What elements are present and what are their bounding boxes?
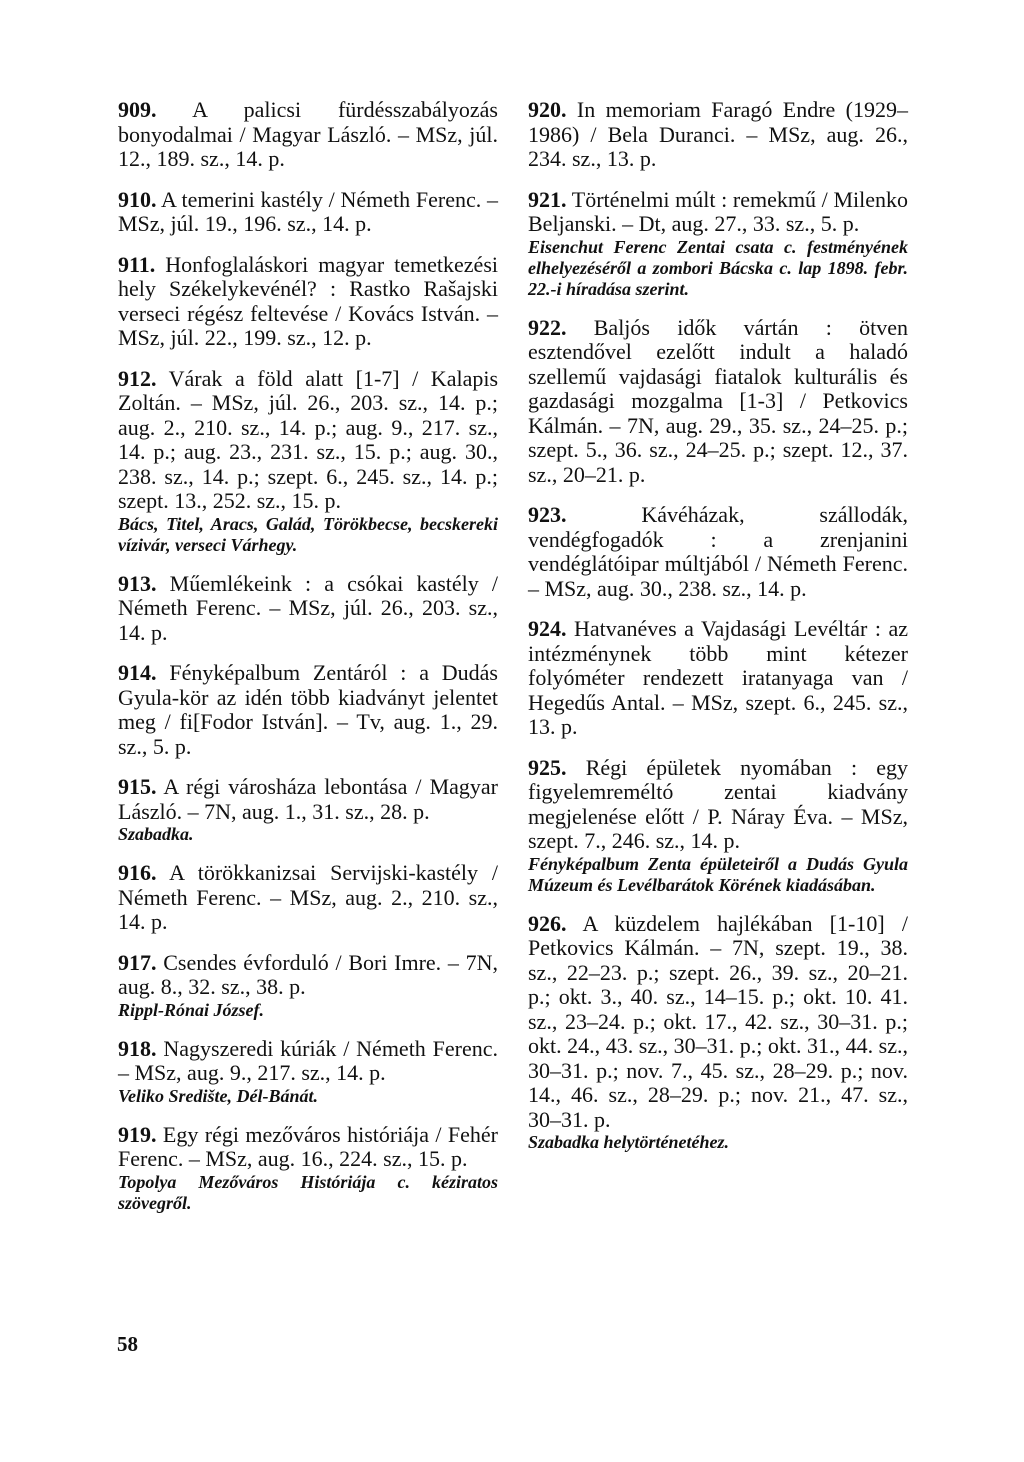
entry-text: Nagyszeredi kúriák / Németh Ferenc. – MSz, aug. 9., 217. sz., 14. p. — [118, 1035, 499, 1085]
entry-number: 910. — [118, 186, 157, 212]
entry-text: Műemlékeink : a csókai kastély / Németh Ferenc. – MSz, júl. 26., 203. sz., 14. p. — [118, 570, 499, 645]
entry-number: 925. — [528, 754, 567, 780]
entry-text: A temerini kastély / Németh Ferenc. – MSz, júl. 19., 196. sz., 14. p. — [118, 186, 498, 236]
entry-number: 923. — [528, 502, 567, 527]
bibliography-entry — [118, 1123, 498, 1214]
entry-text: Egy régi mezőváros históriája / Fehér Ferenc. – MSz, aug. 16., 224. sz., 15. p. — [118, 1121, 498, 1171]
entry-number: 909. — [118, 97, 157, 122]
entry-note: Eisenchut Ferenc Zentai csata c. festményének elhelyezéséről a zombori Bácska c. lap 1898. febr. 22.-i híradása szerint. — [528, 236, 908, 299]
entry-note: Topolya Mezőváros Históriája c. kéziratos szövegről. — [118, 1171, 498, 1213]
entry-text: In memoriam Faragó Endre (1929–1986) / Bela Duranci. – MSz, aug. 26., 234. sz., 13. p. — [528, 97, 909, 171]
bibliography-entry — [528, 188, 908, 300]
entry-number: 911. — [118, 251, 156, 277]
entry-text: Honfoglaláskori magyar temetkezési hely Székelykevénél? : Rastko Rašajski verseci régész feltevése / Kovács István. – MSz, júl. 22., 199. sz., 12. p. — [118, 251, 498, 350]
entry-text: A régi városháza lebontása / Magyar László. – 7N, aug. 1., 31. sz., 28. p. — [118, 774, 498, 824]
bibliography-entry — [528, 912, 908, 1154]
bibliography-entry — [118, 253, 498, 351]
bibliography-entry — [528, 617, 908, 740]
entry-note: Bács, Titel, Aracs, Galád, Törökbecse, becskereki vízivár, verseci Várhegy. — [118, 513, 498, 555]
entry-note: Rippl-Rónai József. — [118, 999, 265, 1020]
entry-text: Baljós idők vártán : ötven esztendővel ezelőtt indult a haladó szellemű vajdasági fiatalok kulturális és gazdasági mozgalma [1-3] / Petkovics Kálmán. – 7N, aug. 29., 35. sz., 24–25. p.; szept. 5., 36. sz., 24–25. p.; szept. 12., 37. sz., 20–21. p. — [528, 314, 909, 487]
entry-number: 912. — [118, 365, 157, 391]
bibliography-entry — [118, 188, 498, 237]
bibliography-entry — [118, 951, 498, 1021]
bibliography-entry — [118, 861, 498, 935]
entry-text: A küzdelem hajlékában [1-10] / Petkovics Kálmán. – 7N, szept. 19., 38. sz., 22–23. p.; szept. 26., 39. sz., 20–21. p.; okt. 3., 40. sz., 14–15. p.; okt. 10. 41. sz., 23–24. p.; okt. 17., 42. sz., 30–31. p.; okt. 24., 43. sz., 30–31. p.; okt. 31., 44. sz., 30–31. p.; nov. 7., 45. sz., 28–29. p.; nov. 14., 46. sz., 28–29. p.; nov. 21., 47. sz., 30–31. p. — [528, 910, 908, 1132]
entry-number: 917. — [118, 949, 157, 975]
bibliography-entry — [528, 756, 908, 896]
entry-text: Várak a föld alatt [1-7] / Kalapis Zoltán. – MSz, júl. 26., 203. sz., 14. p.; aug. 2., 210. sz., 14. p.; aug. 9., 217. sz., 14. p.; aug. 23., 231. sz., 15. p.; aug. 30., 238. sz., 14. p.; szept. 6., 245. sz., 14. p.; szept. 13., 252. sz., 15. p. — [118, 365, 499, 513]
bibliography-entry — [118, 98, 498, 172]
bibliography-entry — [118, 661, 498, 759]
bibliography-entry — [528, 98, 908, 172]
entry-text: A törökkanizsai Servijski-kastély / Németh Ferenc. – MSz, aug. 2., 210. sz., 14. p. — [118, 860, 498, 934]
entry-number: 916. — [118, 860, 157, 885]
entry-number: 915. — [118, 774, 157, 799]
bibliography-entry — [118, 775, 498, 845]
entry-number: 919. — [118, 1121, 157, 1147]
entry-number: 926. — [528, 910, 567, 936]
entry-number: 920. — [528, 97, 567, 122]
entry-text: Régi épületek nyomában : egy figyelemreméltó zentai kiadvány megjelenése előtt / P. Náray Éva. – MSz, szept. 7., 246. sz., 14. p. — [528, 754, 909, 853]
entry-note: Szabadka. — [118, 824, 194, 844]
bibliography-entry — [118, 1037, 498, 1107]
entry-number: 924. — [528, 616, 567, 641]
entry-note: Szabadka helytörténetéhez. — [528, 1132, 729, 1152]
bibliography-entry — [118, 572, 498, 646]
entry-text: Kávéházak, szállodák, vendégfogadók : a zrenjanini vendéglátóipar múltjából / Németh Ferenc. – MSz, aug. 30., 238. sz., 14. p. — [528, 502, 909, 601]
bibliography-entry — [528, 503, 908, 601]
entry-text: Csendes évforduló / Bori Imre. – 7N, aug. 8., 32. sz., 38. p. — [118, 949, 499, 999]
entry-note: Fényképalbum Zenta épületeiről a Dudás Gyula Múzeum és Levélbarátok Körének kiadásában. — [528, 853, 908, 895]
page-number: 58 — [117, 1332, 138, 1356]
entry-text: Hatvanéves a Vajdasági Levéltár : az intézménynek több mint kétezer folyóméter rendezett iratanyaga van / Hegedűs Antal. – MSz, szept. 6., 245. sz., 13. p. — [528, 616, 908, 739]
entry-text: Történelmi múlt : remekmű / Milenko Beljanski. – Dt, aug. 27., 33. sz., 5. p. — [528, 186, 908, 236]
entry-note: Veliko Središte, Dél-Bánát. — [118, 1085, 319, 1106]
bibliography-entry — [528, 316, 908, 488]
entry-text: Fényképalbum Zentáról : a Dudás Gyula-kör az idén több kiadványt jelentet meg / fi[Fodor István]. – Tv, aug. 1., 29. sz., 5. p. — [118, 660, 498, 759]
bibliography-entry — [118, 367, 498, 556]
entry-number: 914. — [118, 660, 157, 685]
right-column — [528, 98, 908, 1169]
entry-number: 921. — [528, 186, 567, 212]
entry-number: 922. — [528, 314, 567, 340]
left-column — [118, 98, 498, 1230]
entry-number: 913. — [118, 570, 157, 596]
entry-number: 918. — [118, 1035, 157, 1061]
entry-text: A palicsi fürdésszabályozás bonyodalmai / Magyar László. – MSz, júl. 12., 189. sz., 14. p. — [118, 97, 498, 171]
